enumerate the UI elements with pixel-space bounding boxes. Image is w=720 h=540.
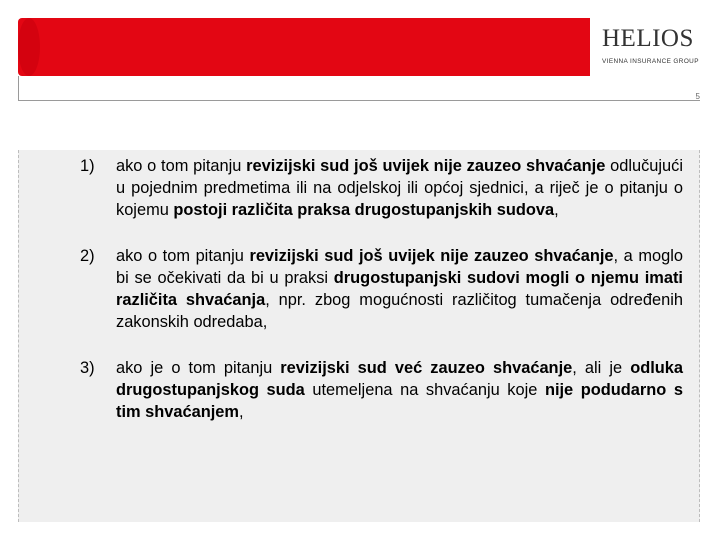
logo-wordmark: HELIOS (602, 25, 694, 52)
bold-text-segment: revizijski sud još uvijek nije zauzeo shvaćanje (249, 247, 614, 265)
list-item-text (116, 357, 683, 423)
list-item (80, 245, 683, 333)
text-segment: , (239, 403, 244, 421)
list-item-text (116, 245, 683, 333)
text-segment: , ali je (572, 359, 631, 377)
header-divider-tick (18, 76, 19, 101)
text-segment: , npr. zbog mogućnosti različitog tumačenja određenih zakonskih odredaba, (116, 291, 683, 331)
helios-logo (602, 26, 702, 70)
bold-text-segment: postoji različita praksa drugostupanjskih sudova (173, 201, 555, 219)
bold-text-segment: drugostupanjski sudovi mogli o njemu imati različita shvaćanja (116, 269, 683, 309)
bold-text-segment: revizijski sud već zauzeo shvaćanje (280, 359, 573, 377)
text-segment: ako o tom pitanju (116, 247, 250, 265)
list-item (80, 155, 683, 221)
text-segment: , (554, 201, 559, 219)
logo-tagline: VIENNA INSURANCE GROUP (602, 58, 699, 65)
list-item-number: 2) (80, 247, 95, 265)
text-segment: utemeljena na shvaćanju koje (304, 381, 545, 399)
list-item-number: 1) (80, 157, 95, 175)
header-red-banner (18, 18, 590, 76)
bold-text-segment: nije podudarno s tim shvaćanjem (116, 381, 684, 421)
text-segment: odlučujući u pojednim predmetima ili na odjelskoj ili općoj sjednici, a riječ je o pitanju o kojemu (116, 157, 683, 219)
bold-text-segment: revizijski sud još uvijek nije zauzeo shvaćanje (246, 157, 606, 175)
list-item (80, 357, 683, 423)
banner-curve-decoration (18, 18, 40, 76)
text-segment: , a moglo bi se očekivati da bi u praksi (116, 247, 683, 287)
list-item-number: 3) (80, 359, 95, 377)
page-number: 5 (695, 92, 700, 101)
text-segment: ako o tom pitanju (116, 157, 247, 175)
bold-text-segment: odluka drugostupanjskog suda (116, 359, 684, 399)
text-segment: ako je o tom pitanju (116, 359, 281, 377)
numbered-list (80, 155, 683, 447)
header-divider (18, 100, 700, 101)
list-item-text (116, 155, 683, 221)
